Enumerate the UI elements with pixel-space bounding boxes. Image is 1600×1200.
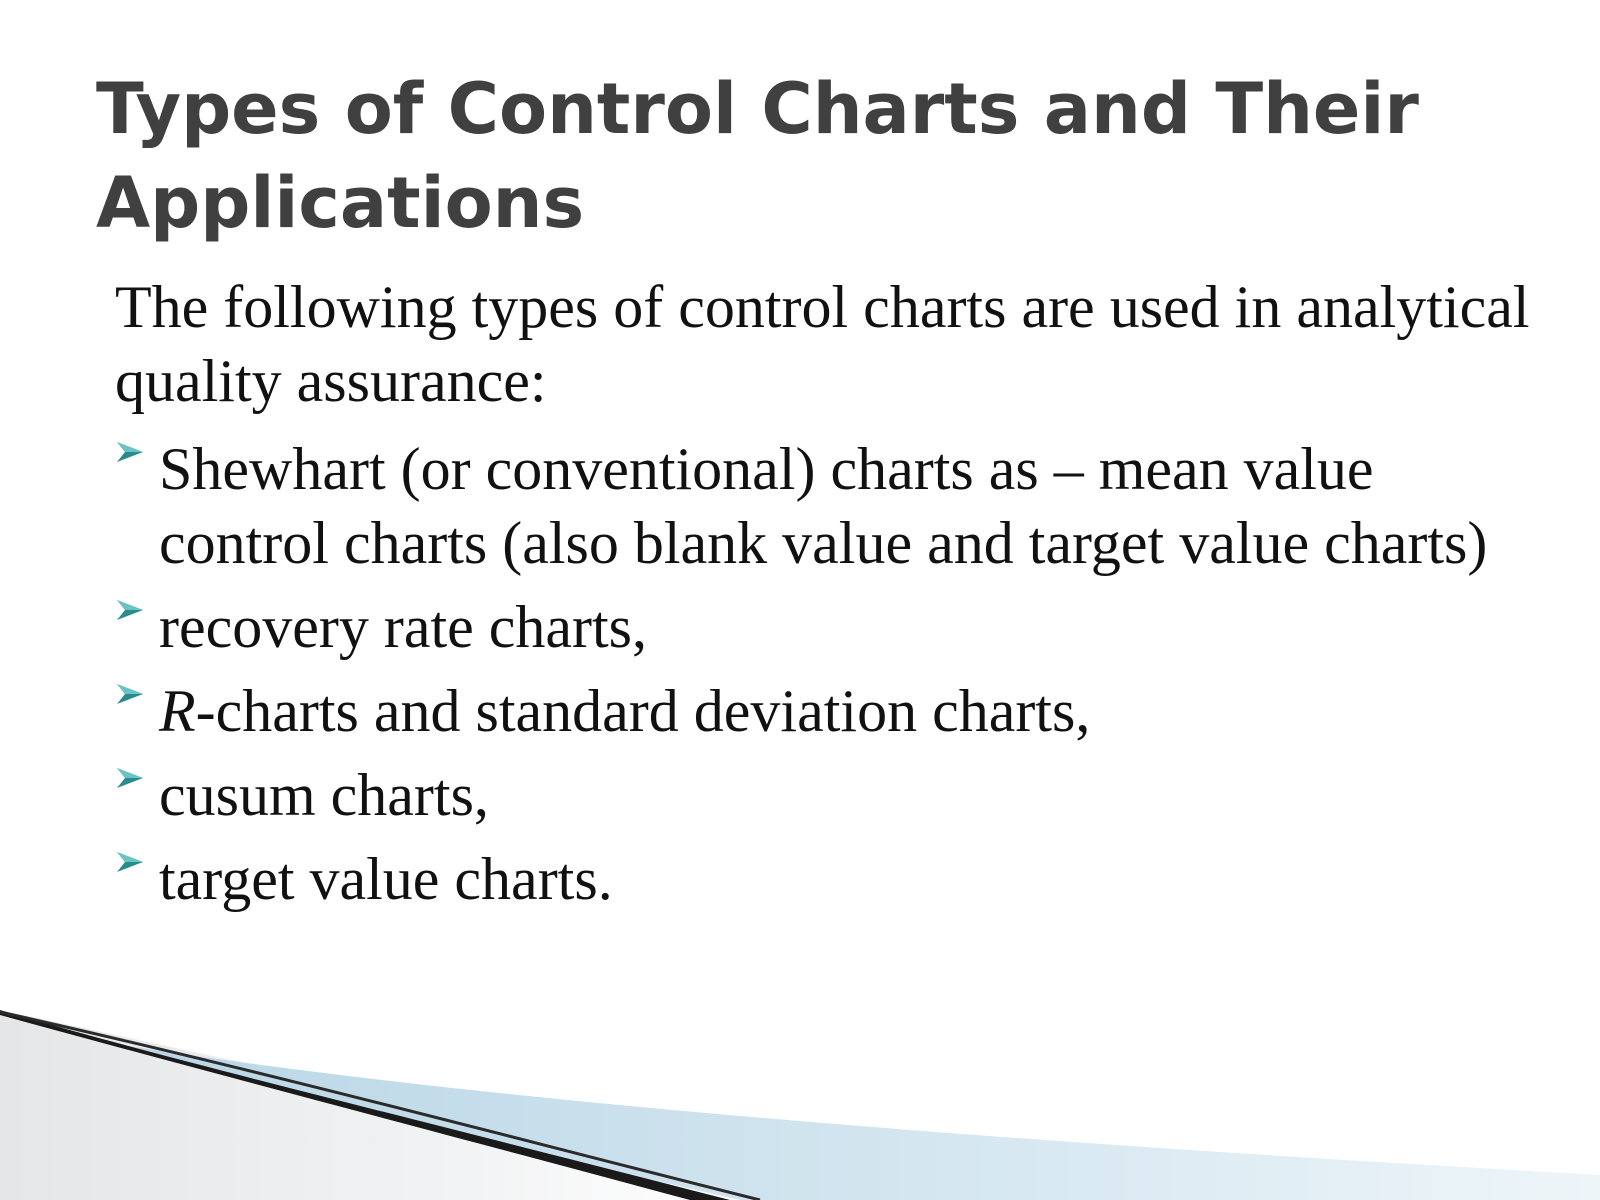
- swoosh-light-band: [120, 1045, 1600, 1200]
- bullet-item-target-value: [115, 842, 1555, 916]
- arrowhead-bullet-icon: [115, 432, 147, 472]
- intro-text: The following types of control charts are used in analytical quality assurance:: [115, 274, 1530, 414]
- slide-title: Types of Control Charts and Their Applications: [96, 68, 1419, 244]
- bullet-item-r-charts: [115, 674, 1555, 748]
- bullet-item-cusum: [115, 758, 1555, 832]
- bullet-text: recovery rate charts,: [159, 594, 648, 660]
- arrowhead-bullet-icon: [115, 674, 147, 714]
- bullet-text: Shewhart (or conventional) charts as – mean value control charts (also blank value and target value charts): [159, 436, 1488, 576]
- swoosh-thin-line: [0, 1012, 760, 1200]
- bullet-list: [115, 432, 1555, 916]
- swoosh-dark-band: [0, 1010, 730, 1200]
- bullet-italic-prefix: R: [159, 678, 196, 744]
- bullet-text: target value charts.: [159, 846, 613, 912]
- bullet-text: -charts and standard deviation charts,: [195, 678, 1091, 744]
- bullet-text: cusum charts,: [159, 762, 489, 828]
- slide-body: [115, 270, 1555, 926]
- bullet-item-recovery: [115, 590, 1555, 664]
- arrowhead-bullet-icon: [115, 842, 147, 882]
- arrowhead-bullet-icon: [115, 758, 147, 798]
- swoosh-grey-area: [0, 1010, 900, 1200]
- arrowhead-bullet-icon: [115, 590, 147, 630]
- bullet-item-shewhart: [115, 432, 1555, 580]
